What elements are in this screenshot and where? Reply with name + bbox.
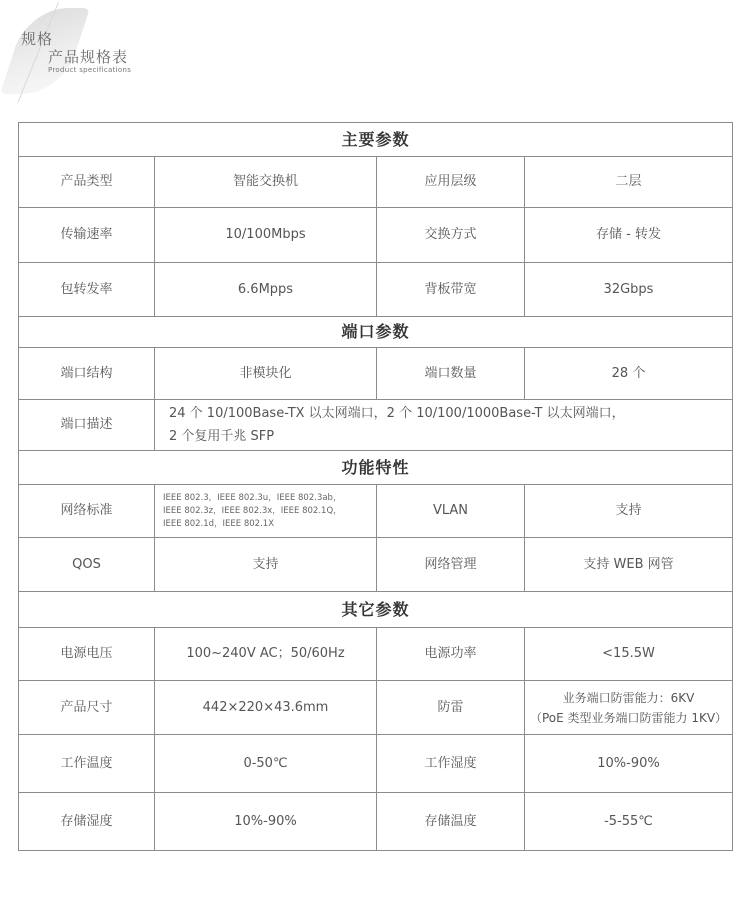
section-title-ports: 端口参数 [19,317,733,348]
value-forwarding-rate: 6.6Mpps [155,263,377,317]
section-title-features: 功能特性 [19,451,733,485]
section-title-main: 主要参数 [19,123,733,157]
label-storage-humidity: 存储湿度 [19,793,155,851]
network-standard-line-1: IEEE 802.3，IEEE 802.3u，IEEE 802.3ab， [163,492,342,503]
label-lightning: 防雷 [377,681,525,735]
value-voltage: 100~240V AC；50/60Hz [155,628,377,681]
label-port-structure: 端口结构 [19,348,155,400]
label-vlan: VLAN [377,485,525,538]
value-network-management: 支持 WEB 网管 [525,538,733,592]
table-row-port-description [19,400,733,451]
section-other [19,592,733,628]
label-backplane: 背板带宽 [377,263,525,317]
value-port-count: 28 个 [525,348,733,400]
label-forwarding-rate: 包转发率 [19,263,155,317]
table-row-forwarding [19,263,733,317]
table-row-storage [19,793,733,851]
value-port-description [155,400,733,451]
label-power: 电源功率 [377,628,525,681]
network-standard-line-2: IEEE 802.3z，IEEE 802.3x，IEEE 802.1Q， [163,505,342,516]
header-title: 规格 [21,30,54,48]
label-size: 产品尺寸 [19,681,155,735]
table-row-network-standard [19,485,733,538]
value-size: 442×220×43.6mm [155,681,377,735]
value-switching-mode: 存储 - 转发 [525,208,733,263]
value-operating-temp: 0-50℃ [155,735,377,793]
spec-table [18,122,733,851]
value-storage-temp: -5-55℃ [525,793,733,851]
table-row-voltage [19,628,733,681]
table-row-temperature [19,735,733,793]
label-storage-temp: 存储温度 [377,793,525,851]
label-network-management: 网络管理 [377,538,525,592]
port-description-line-1: 24 个 10/100Base-TX 以太网端口，2 个 10/100/1000Base-T 以太网端口， [169,406,625,421]
value-product-type: 智能交换机 [155,157,377,208]
label-layer: 应用层级 [377,157,525,208]
label-port-description: 端口描述 [19,400,155,451]
section-title-other: 其它参数 [19,592,733,628]
label-network-standard: 网络标准 [19,485,155,538]
label-qos: QOS [19,538,155,592]
table-row-speed [19,208,733,263]
label-voltage: 电源电压 [19,628,155,681]
value-lightning [525,681,733,735]
table-row-port-structure [19,348,733,400]
value-power: <15.5W [525,628,733,681]
value-backplane: 32Gbps [525,263,733,317]
lightning-line-2: （PoE 类型业务端口防雷能力 1KV） [529,710,728,725]
port-description-line-2: 2 个复用千兆 SFP [169,429,275,444]
value-operating-humidity: 10%-90% [525,735,733,793]
section-features [19,451,733,485]
value-speed: 10/100Mbps [155,208,377,263]
page-header [0,0,200,115]
table-row-size [19,681,733,735]
value-layer: 二层 [525,157,733,208]
header-english-subtitle: Product specifications [48,66,132,74]
label-operating-temp: 工作温度 [19,735,155,793]
value-network-standard [155,485,377,538]
table-row-qos [19,538,733,592]
label-product-type: 产品类型 [19,157,155,208]
label-port-count: 端口数量 [377,348,525,400]
label-switching-mode: 交换方式 [377,208,525,263]
network-standard-line-3: IEEE 802.1d，IEEE 802.1X [163,518,275,529]
table-row-product-type [19,157,733,208]
header-subtitle: 产品规格表 [48,48,129,66]
section-ports [19,317,733,348]
lightning-line-1: 业务端口防雷能力：6KV [562,690,695,705]
value-qos: 支持 [155,538,377,592]
value-vlan: 支持 [525,485,733,538]
value-storage-humidity: 10%-90% [155,793,377,851]
label-speed: 传输速率 [19,208,155,263]
section-main [19,123,733,157]
label-operating-humidity: 工作湿度 [377,735,525,793]
value-port-structure: 非模块化 [155,348,377,400]
